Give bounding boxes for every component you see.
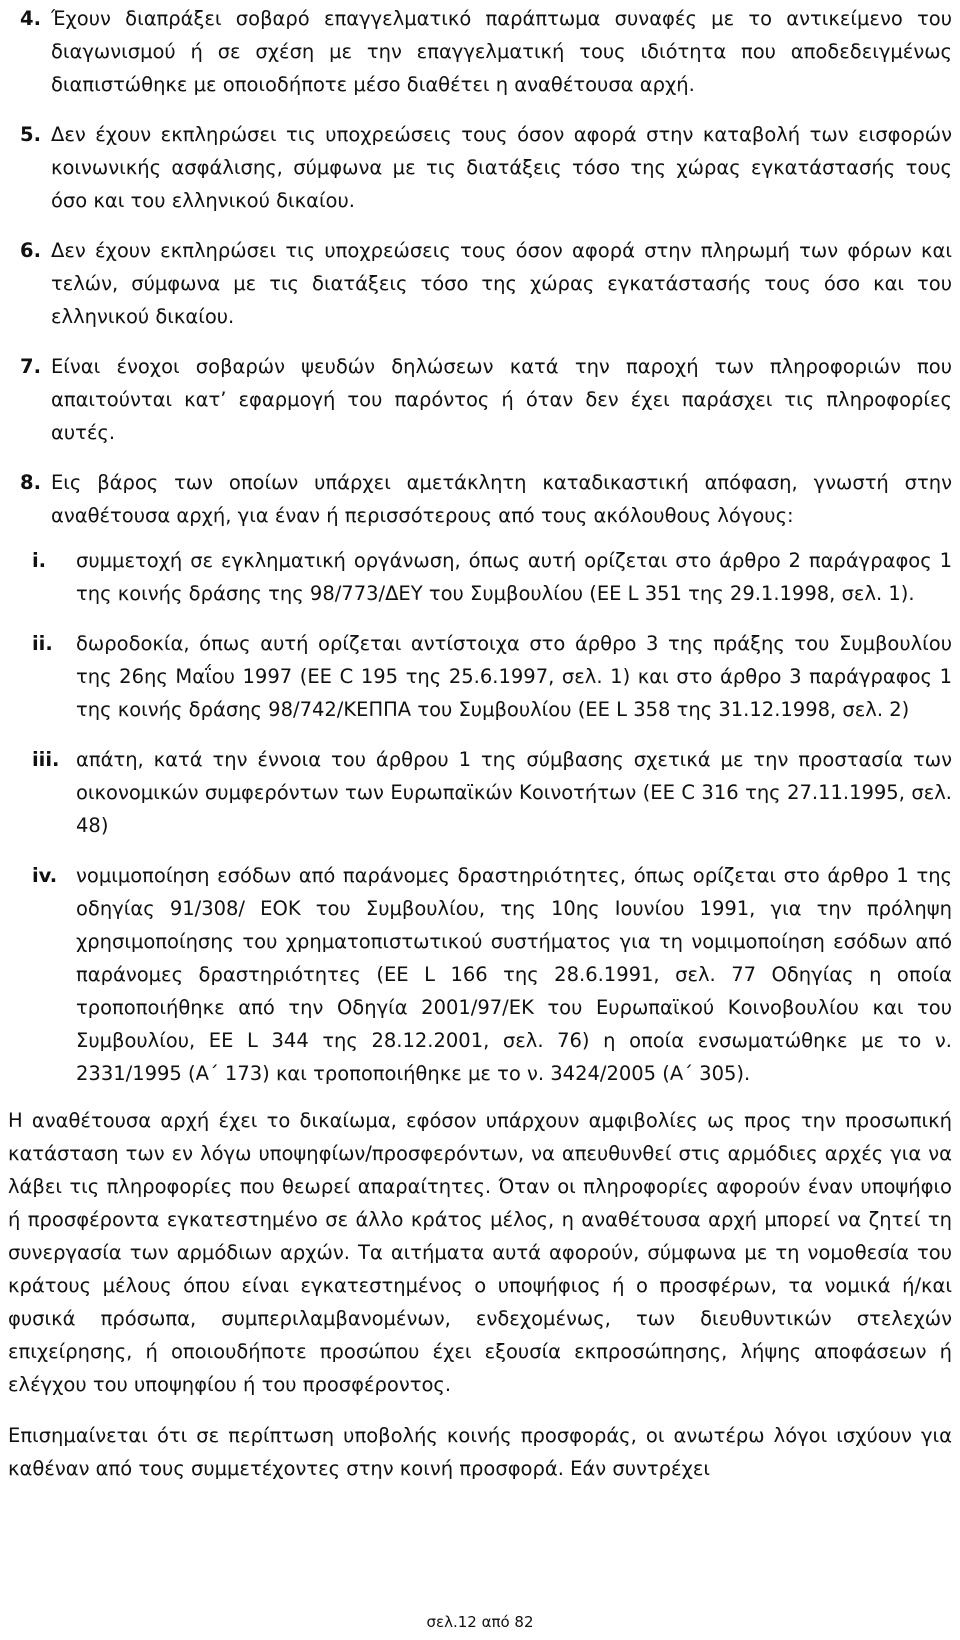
item-number: 7.: [20, 355, 41, 378]
sub-item-ii: [8, 627, 952, 726]
list-item-7: [8, 350, 952, 449]
sub-item-text: απάτη, κατά την έννοια του άρθρου 1 της σύμβασης σχετικά με την προστασία των οικονομικών συμφερόντων των Ευρωπαϊκών Κοινοτήτων (ΕΕ C 316 της 27.11.1995, σελ. 48): [76, 748, 952, 837]
sub-item-text: δωροδοκία, όπως αυτή ορίζεται αντίστοιχα στο άρθρο 3 της πράξης του Συμβουλίου της 26ης Μαΐου 1997 (ΕΕ C 195 της 25.6.1997, σελ. 1) και στο άρθρο 3 παράγραφος 1 της κοινής δράσης 98/742/ΚΕΠΠΑ του Συμβουλίου (ΕΕ L 358 της 31.12.1998, σελ. 2): [76, 632, 952, 721]
body-paragraph: Η αναθέτουσα αρχή έχει το δικαίωμα, εφόσον υπάρχουν αμφιβολίες ως προς την προσωπική κατάσταση των εν λόγω υποψηφίων/προσφερόντων, να απευθυνθεί στις αρμόδιες αρχές για να λάβει τις πληροφορίες που θεωρεί απαραίτητες. Όταν οι πληροφορίες αφορούν έναν υποψήφιο ή προσφέροντα εγκατεστημένο σε άλλο κράτος μέλος, η αναθέτουσα αρχή μπορεί να ζητεί τη συνεργασία των αρμόδιων αρχών. Τα αιτήματα αυτά αφορούν, σύμφωνα με τη νομοθεσία του κράτους μέλους όπου είναι εγκατεστημένος ο υποψήφιος ή ο προσφέρων, τα νομικά ή/και φυσικά πρόσωπα, συμπεριλαμβανομένων, ενδεχομένως, των διευθυντικών στελεχών επιχείρησης, ή οποιουδήποτε προσώπου έχει εξουσία εκπροσώπησης, λήψης αποφάσεων ή ελέγχου του υποψηφίου ή του προσφέροντος.: [8, 1109, 952, 1396]
item-text: Εις βάρος των οποίων υπάρχει αμετάκλητη καταδικαστική απόφαση, γνωστή στην αναθέτουσα αρχή, για έναν ή περισσότερους από τους ακόλουθους λόγους:: [50, 471, 952, 527]
list-item-6: [8, 234, 952, 333]
item-text: Έχουν διαπράξει σοβαρό επαγγελματικό παράπτωμα συναφές με το αντικείμενο του διαγωνισμού ή σε σχέση με την επαγγελματική τους ιδιότητα που αποδεδειγμένως διαπιστώθηκε με οποιοδήποτε μέσο διαθέτει η αναθέτουσα αρχή.: [50, 7, 952, 96]
item-number: 6.: [20, 239, 41, 262]
list-item-4: [8, 2, 952, 101]
sub-item-i: [8, 544, 952, 610]
list-item-8: [8, 466, 952, 532]
item-number: 8.: [20, 471, 41, 494]
item-text: Δεν έχουν εκπληρώσει τις υποχρεώσεις τους όσον αφορά στην πληρωμή των φόρων και τελών, σύμφωνα με τις διατάξεις τόσο της χώρας εγκατάστασής τους όσο και του ελληνικού δικαίου.: [50, 239, 952, 328]
sub-item-text: συμμετοχή σε εγκληματική οργάνωση, όπως αυτή ορίζεται στο άρθρο 2 παράγραφος 1 της κοινής δράσης της 98/773/ΔΕΥ του Συμβουλίου (ΕΕ L 351 της 29.1.1998, σελ. 1).: [76, 549, 952, 605]
sub-item-number: iv.: [32, 864, 58, 887]
sub-item-number: ii.: [32, 632, 53, 655]
body-paragraph: Επισημαίνεται ότι σε περίπτωση υποβολής κοινής προσφοράς, οι ανωτέρω λόγοι ισχύουν για καθέναν από τους συμμετέχοντες στην κοινή προσφορά. Εάν συντρέχει: [8, 1424, 952, 1480]
item-number: 5.: [20, 123, 41, 146]
item-text: Είναι ένοχοι σοβαρών ψευδών δηλώσεων κατά την παροχή των πληροφοριών που απαιτούνται κατ’ εφαρμογή του παρόντος ή όταν δεν έχει παράσχει τις πληροφορίες αυτές.: [50, 355, 952, 444]
sub-item-text: νομιμοποίηση εσόδων από παράνομες δραστηριότητες, όπως ορίζεται στο άρθρο 1 της οδηγίας 91/308/ ΕΟΚ του Συμβουλίου, της 10ης Ιουνίου 1991, για την πρόληψη χρησιμοποίησης του χρηματοπιστωτικού συστήματος για τη νομιμοποίηση εσόδων από παράνομες δραστηριότητες (ΕΕ L 166 της 28.6.1991, σελ. 77 Οδηγίας η οποία τροποποιήθηκε από την Οδηγία 2001/97/ΕΚ του Ευρωπαϊκού Κοινοβουλίου και του Συμβουλίου, ΕΕ L 344 της 28.12.2001, σελ. 76) η οποία ενσωματώθηκε με το ν. 2331/1995 (Α΄ 173) και τροποποιήθηκε με το ν. 3424/2005 (Α΄ 305).: [76, 864, 952, 1085]
item-number: 4.: [20, 7, 41, 30]
page-number: σελ.12 από 82: [426, 1613, 534, 1631]
sub-item-number: iii.: [32, 748, 60, 771]
item-text: Δεν έχουν εκπληρώσει τις υποχρεώσεις τους όσον αφορά στην καταβολή των εισφορών κοινωνικής ασφάλισης, σύμφωνα με τις διατάξεις τόσο της χώρας εγκατάστασής τους όσο και του ελληνικού δικαίου.: [50, 123, 952, 212]
sub-item-number: i.: [32, 549, 47, 572]
sub-item-iv: [8, 859, 952, 1090]
list-item-5: [8, 118, 952, 217]
sub-item-iii: [8, 743, 952, 842]
